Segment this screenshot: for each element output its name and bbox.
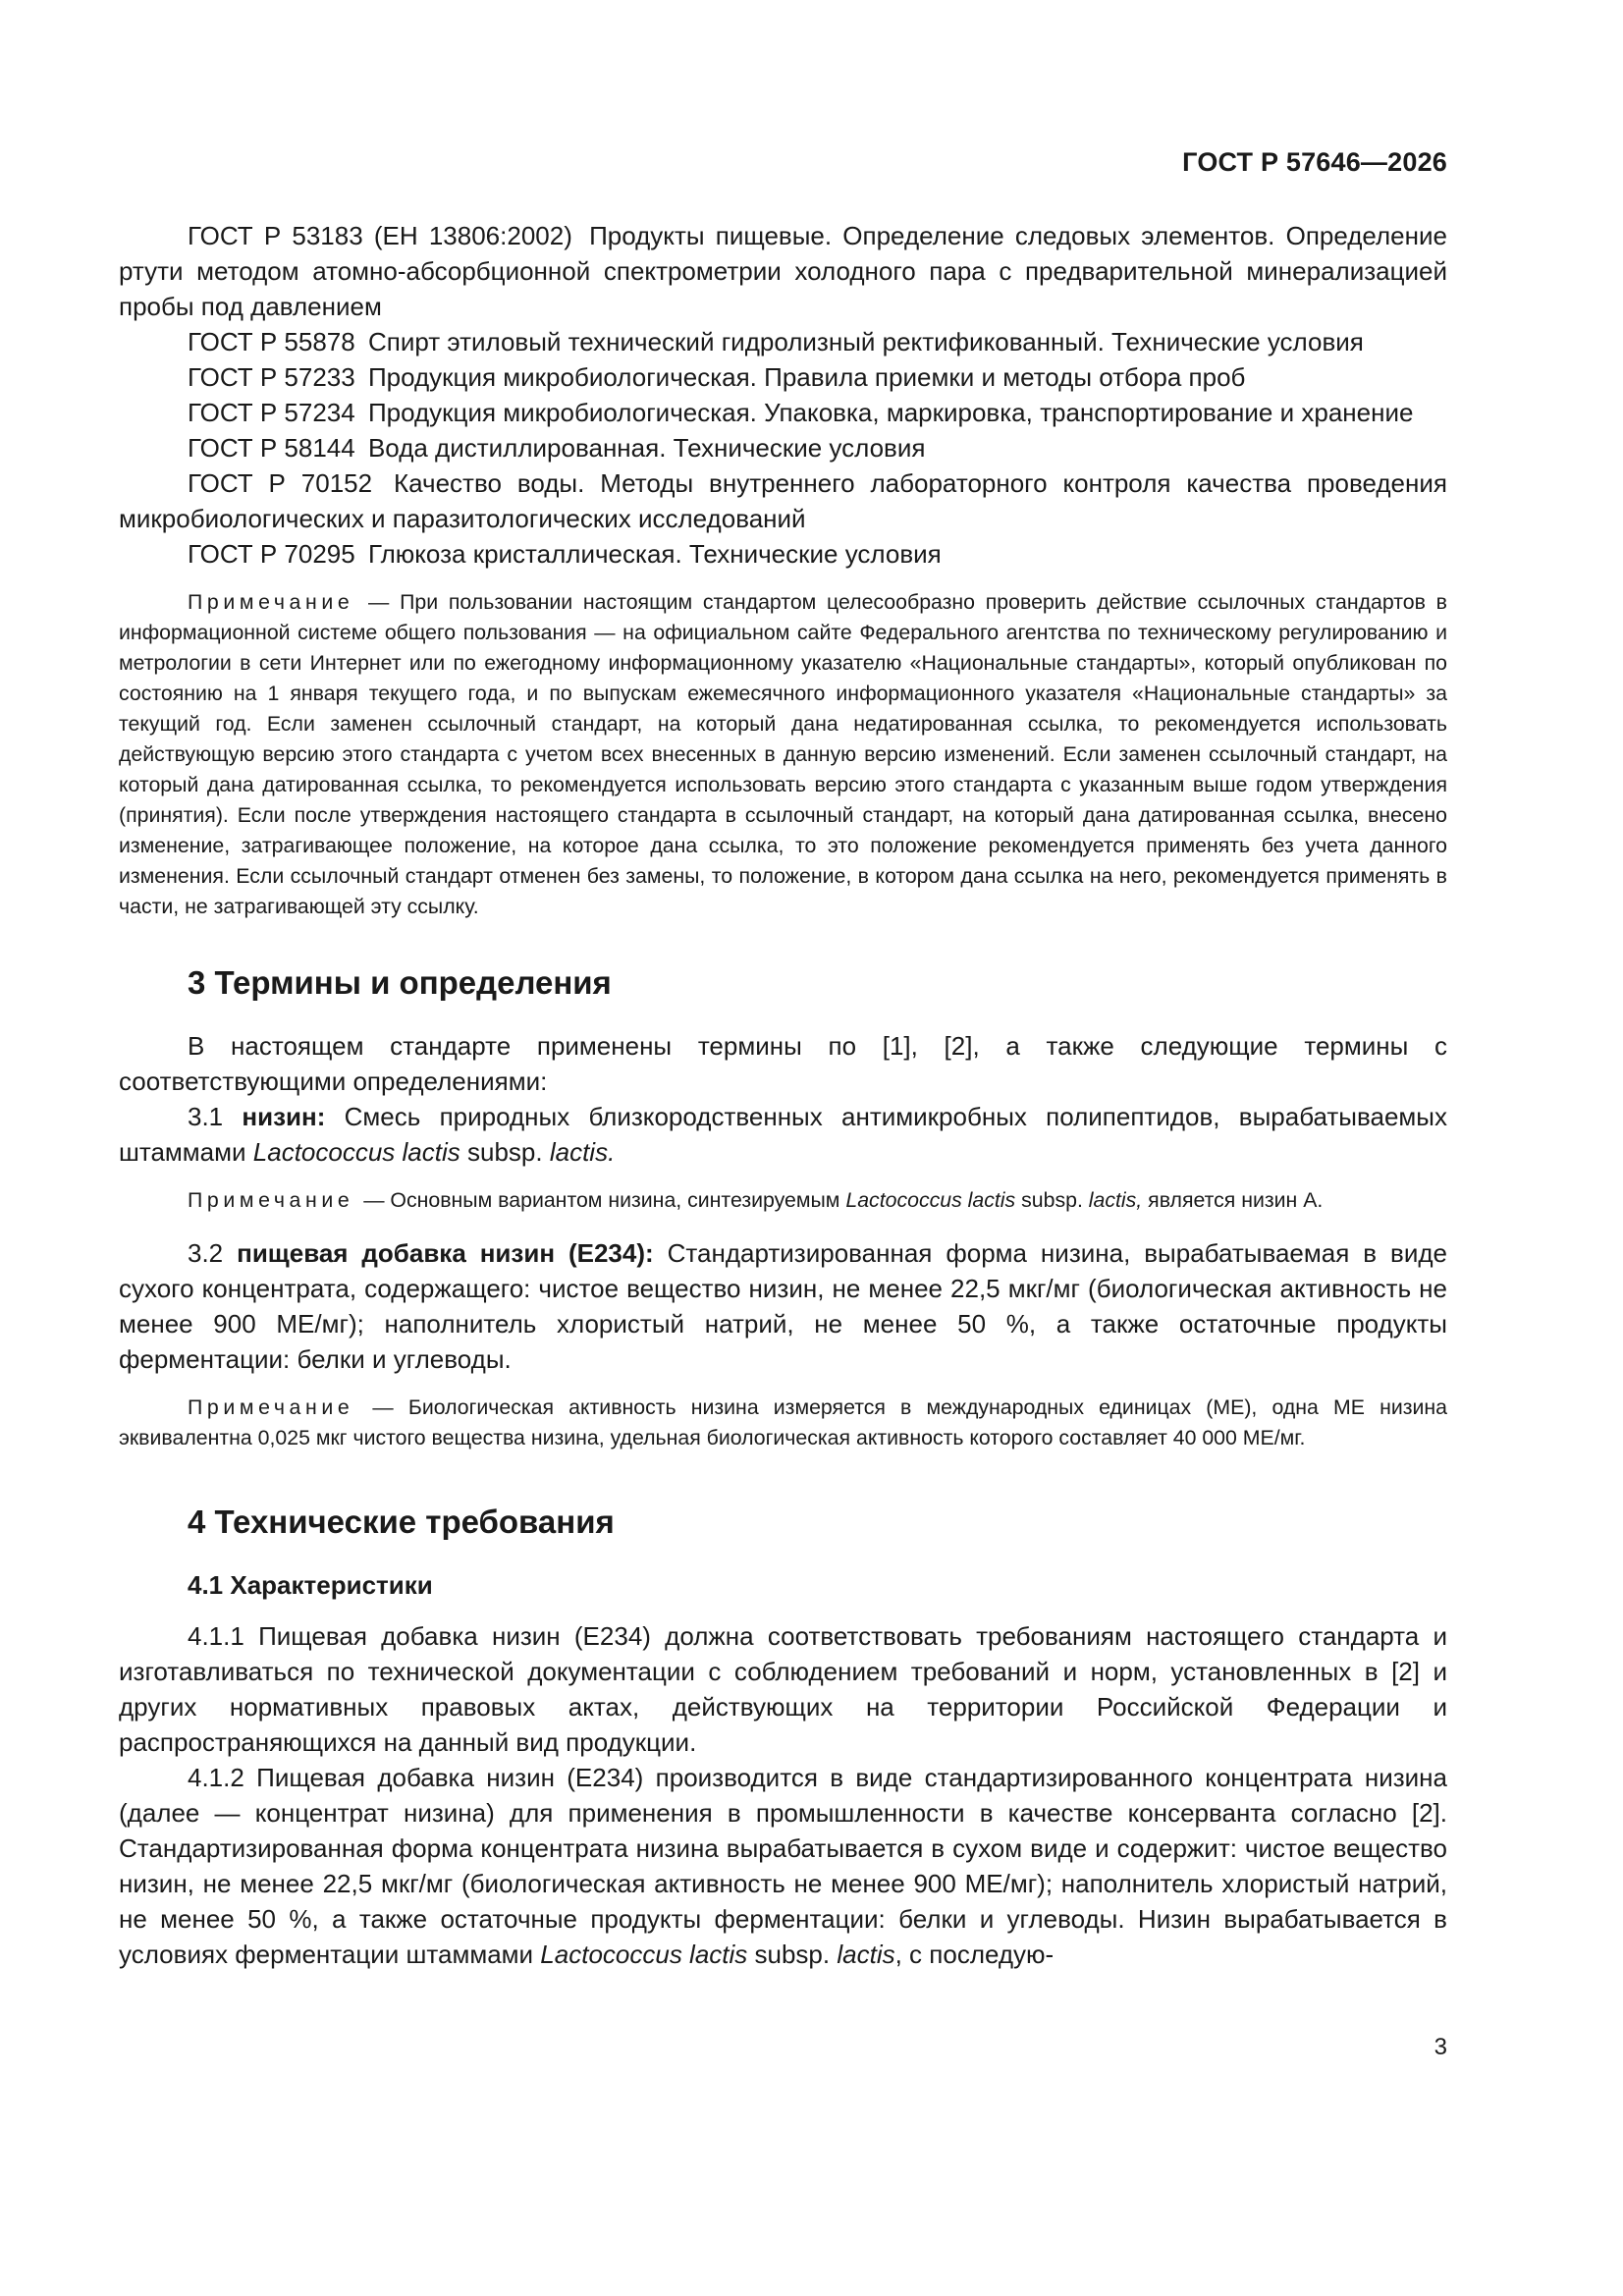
- ref-item: [119, 359, 1447, 395]
- paragraph-organism: Lactococcus lactis: [540, 1940, 748, 1969]
- note-text: — Основным вариантом низина, синтезируемым: [363, 1188, 840, 1212]
- ref-code: ГОСТ Р 57233: [188, 362, 355, 392]
- ref-code: ГОСТ Р 58144: [188, 433, 355, 463]
- term-subsp: subsp.: [467, 1137, 543, 1167]
- note-label: Примечание: [188, 1395, 354, 1419]
- ref-title: Вода дистиллированная. Технические условия: [367, 433, 926, 463]
- term-name: низин:: [242, 1102, 326, 1131]
- ref-title: Качество воды. Методы внутреннего лабораторного контроля качества проведения микробиологических и паразитологических исследований: [119, 468, 1447, 533]
- ref-title: Продукция микробиологическая. Правила приемки и методы отбора проб: [367, 362, 1246, 392]
- paragraph-text: , с последую-: [894, 1940, 1055, 1969]
- note-subsp: subsp.: [1021, 1188, 1083, 1212]
- page-content: [119, 218, 1447, 1972]
- ref-code: ГОСТ Р 70295: [188, 539, 355, 569]
- ref-item: [119, 536, 1447, 572]
- ref-title: Спирт этиловый технический гидролизный ректификованный. Технические условия: [367, 327, 1364, 356]
- section-heading-requirements: 4 Технические требования: [188, 1503, 615, 1540]
- note-text: является низин А.: [1148, 1188, 1324, 1212]
- ref-title: Продукты пищевые. Определение следовых элементов. Определение ртути методом атомно-абсорбционной спектрометрии холодного пара с предварительной минерализацией пробы под давлением: [119, 221, 1447, 321]
- note-text: — Биологическая активность низина измеряется в международных единицах (МЕ), одна МЕ низина эквивалентна 0,025 мкг чистого вещества низина, удельная биологическая активность которого составляет 40 000 МЕ/мг.: [119, 1395, 1448, 1449]
- term-name: пищевая добавка низин (Е234):: [237, 1238, 654, 1268]
- ref-title: Глюкоза кристаллическая. Технические условия: [367, 539, 942, 569]
- paragraph-text: 4.1.2 Пищевая добавка низин (Е234) производится в виде стандартизированного концентрата низина (далее — концентрат низина) для применения в промышленности в качестве консерванта согласно [2]. Стандартизированная форма концентрата низина вырабатывается в сухом виде и содержит: чистое вещество низин, не менее 22,5 мкг/мг (биологическая активность не менее 900 МЕ/мг); наполнитель хлористый натрий, не менее 50 %, а также остаточные продукты ферментации: белки и углеводы. Низин вырабатывается в условиях ферментации штаммами: [119, 1763, 1447, 1969]
- note-activity: [119, 1393, 1447, 1453]
- term-text: Смесь природных близкородственных антимикробных полипептидов, вырабатываемых штаммами: [119, 1102, 1447, 1167]
- ref-code: ГОСТ Р 70152: [188, 468, 373, 498]
- term-number: 3.1: [188, 1102, 224, 1131]
- term-species: lactis.: [549, 1137, 616, 1167]
- term-definition: [119, 1235, 1447, 1377]
- note-species: lactis,: [1088, 1188, 1143, 1212]
- note-references: [119, 587, 1447, 922]
- note-organism: Lactococcus lactis: [845, 1188, 1016, 1212]
- paragraph-subsp: subsp.: [754, 1940, 831, 1969]
- paragraph-4-1-1: 4.1.1 Пищевая добавка низин (Е234) должна соответствовать требованиям настоящего стандарта и изготавливаться по технической документации с соблюдением требований и норм, установленных в [2] и других нормативных правовых актах, действующих на территории Российской Федерации и распространяющихся на данный вид продукции.: [119, 1621, 1447, 1757]
- subsection-heading-characteristics: 4.1 Характеристики: [188, 1570, 433, 1600]
- ref-code: ГОСТ Р 57234: [188, 398, 355, 427]
- ref-item: [119, 218, 1447, 324]
- ref-code: ГОСТ Р 53183 (ЕН 13806:2002): [188, 221, 572, 250]
- ref-item: [119, 430, 1447, 465]
- page-number: 3: [1434, 2034, 1447, 2060]
- note-label: Примечание: [188, 1188, 354, 1212]
- ref-item: [119, 395, 1447, 430]
- document-code-header: ГОСТ Р 57646—2026: [1182, 147, 1447, 177]
- ref-code: ГОСТ Р 55878: [188, 327, 355, 356]
- note-nisin-variant: [119, 1185, 1447, 1216]
- term-text: Стандартизированная форма низина, вырабатываемая в виде сухого концентрата, содержащего: чистое вещество низин, не менее 22,5 мкг/мг (биологическая активность не менее 900 МЕ/мг); наполнитель хлористый натрий, не менее 50 %, а также остаточные продукты ферментации: белки и углеводы.: [119, 1238, 1447, 1374]
- paragraph-species: lactis: [837, 1940, 895, 1969]
- note-text: — При пользовании настоящим стандартом целесообразно проверить действие ссылочных стандартов в информационной системе общего пользования — на официальном сайте Федерального агентства по техническому регулированию и метрологии в сети Интернет или по ежегодному информационному указателю «Национальные стандарты», который опубликован по состоянию на 1 января текущего года, и по выпускам ежемесячного информационного указателя «Национальные стандарты» за текущий год. Если заменен ссылочный стандарт, на который дана недатированная ссылка, то рекомендуется использовать действующую версию этого стандарта с учетом всех внесенных в данную версию изменений. Если заменен ссылочный стандарт, на который дана датированная ссылка, то рекомендуется использовать версию этого стандарта с указанным выше годом утверждения (принятия). Если после утверждения настоящего стандарта в ссылочный стандарт, на который дана датированная ссылка, внесено изменение, затрагивающее положение, на которое дана ссылка, то это положение рекомендуется применять без учета данного изменения. Если ссылочный стандарт отменен без замены, то положение, в котором дана ссылка на него, рекомендуется применять в части, не затрагивающей эту ссылку.: [119, 590, 1447, 918]
- term-definition: [119, 1099, 1447, 1170]
- section-heading-terms: 3 Термины и определения: [188, 964, 612, 1001]
- paragraph-4-1-2: [119, 1760, 1447, 1972]
- ref-title: Продукция микробиологическая. Упаковка, маркировка, транспортирование и хранение: [367, 398, 1414, 427]
- ref-item: [119, 465, 1447, 536]
- note-label: Примечание: [188, 590, 354, 614]
- term-organism: Lactococcus lactis: [252, 1137, 460, 1167]
- terms-intro: В настоящем стандарте применены термины по [1], [2], а также следующие термины с соответствующими определениями:: [119, 1031, 1447, 1096]
- term-number: 3.2: [188, 1238, 224, 1268]
- ref-item: [119, 324, 1447, 359]
